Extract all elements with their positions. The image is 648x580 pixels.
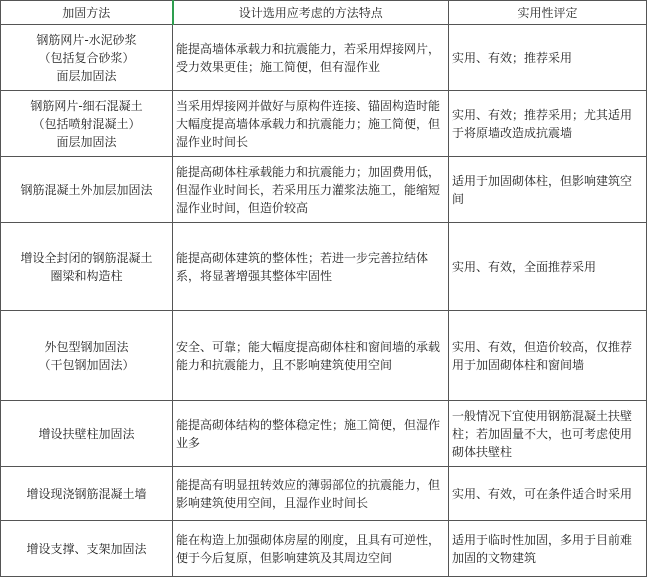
method-line: 钢筋网片-细石混凝土 xyxy=(30,98,143,113)
method-line: 增设全封闭的钢筋混凝土 xyxy=(20,250,153,265)
rating-cell: 适用于加固砌体柱，但影响建筑空间 xyxy=(449,157,647,223)
rating-cell: 实用、有效，但造价较高，仅推荐用于加固砌体柱和窗间墙 xyxy=(449,311,647,401)
method-line: 增设扶壁柱加固法 xyxy=(38,426,135,441)
method-cell xyxy=(1,157,173,223)
features-cell: 能提高砌体柱承载能力和抗震能力；加固费用低，但湿作业时间长，若采用压力灌浆法施工，能缩短湿作业时间，但造价较高 xyxy=(173,157,449,223)
features-cell: 能提高墙体承载力和抗震能力，若采用焊接网片，受力效果更佳；施工简便，但有湿作业 xyxy=(173,25,449,91)
method-cell xyxy=(1,223,173,311)
rating-cell: 实用、有效；推荐采用；尤其适用于将原墙改造成抗震墙 xyxy=(449,91,647,157)
table-row xyxy=(1,467,647,521)
header-rating: 实用性评定 xyxy=(449,1,647,25)
method-line: 钢筋网片-水泥砂浆 xyxy=(36,32,137,47)
table-row xyxy=(1,521,647,577)
method-line: （包括喷射混凝土） xyxy=(32,116,141,131)
method-line: （包括复合砂浆） xyxy=(38,50,135,65)
method-cell xyxy=(1,311,173,401)
method-line: 钢筋混凝土外加层加固法 xyxy=(20,182,153,197)
table-row xyxy=(1,311,647,401)
rating-cell: 实用、有效；推荐采用 xyxy=(449,25,647,91)
table-row xyxy=(1,401,647,467)
features-cell: 能提高有明显扭转效应的薄弱部位的抗震能力，但影响建筑使用空间，且湿作业时间长 xyxy=(173,467,449,521)
header-method: 加固方法 xyxy=(1,1,173,25)
features-cell: 能提高砌体建筑的整体性；若进一步完善拉结体系，将显著增强其整体牢固性 xyxy=(173,223,449,311)
method-cell xyxy=(1,401,173,467)
features-cell: 能提高砌体结构的整体稳定性；施工简便，但湿作业多 xyxy=(173,401,449,467)
rating-cell: 实用、有效，全面推荐采用 xyxy=(449,223,647,311)
rating-cell: 实用、有效，可在条件适合时采用 xyxy=(449,467,647,521)
header-row xyxy=(1,1,647,25)
features-cell: 安全、可靠；能大幅度提高砌体柱和窗间墙的承载能力和抗震能力，且不影响建筑使用空间 xyxy=(173,311,449,401)
rating-cell: 适用于临时性加固，多用于目前难加固的文物建筑 xyxy=(449,521,647,577)
method-cell xyxy=(1,91,173,157)
method-line: 外包型钢加固法 xyxy=(44,339,129,354)
table-row xyxy=(1,91,647,157)
rating-cell: 一般情况下宜使用钢筋混凝土扶壁柱；若加固量不大，也可考虑使用砌体扶壁柱 xyxy=(449,401,647,467)
table-row xyxy=(1,223,647,311)
features-cell: 当采用焊接网并做好与原构件连接、锚固构造时能大幅度提高墙体承载力和抗震能力；施工简便，但湿作业时间长 xyxy=(173,91,449,157)
features-cell: 能在构造上加强砌体房屋的刚度，且具有可逆性，便于今后复原，但影响建筑及其周边空间 xyxy=(173,521,449,577)
method-line: 圈梁和构造柱 xyxy=(50,268,123,283)
method-line: 面层加固法 xyxy=(56,134,117,149)
method-cell xyxy=(1,467,173,521)
method-cell xyxy=(1,25,173,91)
method-line: 增设支撑、支架加固法 xyxy=(26,541,147,556)
table-row xyxy=(1,157,647,223)
method-line: （干包钢加固法） xyxy=(38,357,135,372)
method-line: 增设现浇钢筋混凝土墙 xyxy=(26,486,147,501)
header-features: 设计选用应考虑的方法特点 xyxy=(173,1,449,25)
table-row xyxy=(1,25,647,91)
method-line: 面层加固法 xyxy=(56,68,117,83)
method-cell xyxy=(1,521,173,577)
